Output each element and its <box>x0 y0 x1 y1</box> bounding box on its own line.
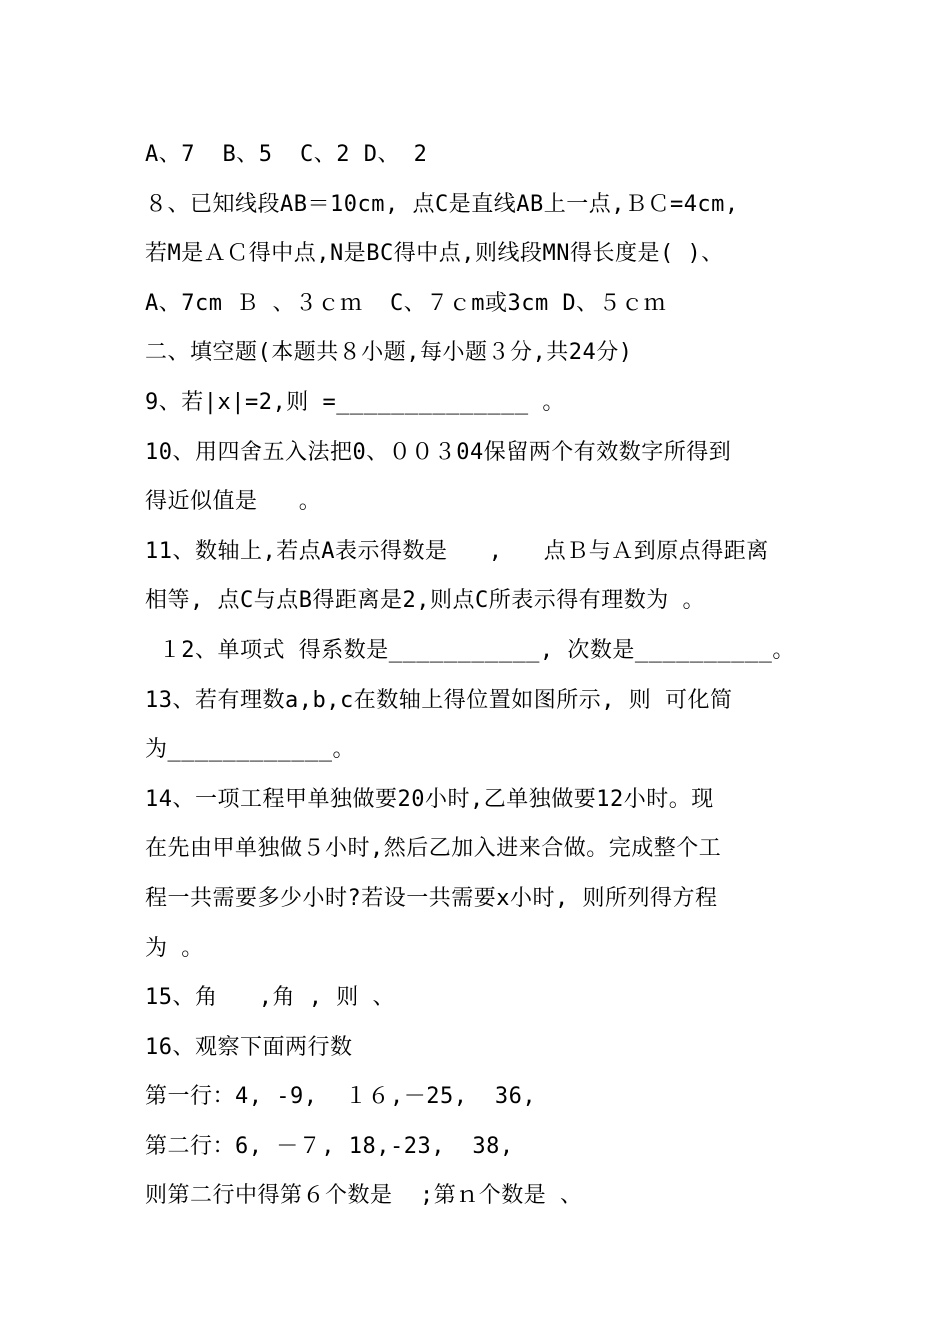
exam-text <box>145 130 825 1221</box>
q10-text-line-2: 得近似值是 。 <box>145 489 322 515</box>
q11-text-line-1: 11、数轴上,若点A表示得数是 , 点Ｂ与Ａ到原点得距离 <box>145 538 769 564</box>
q9-text: 9、若|x|=2,则 =______________ 。 <box>145 389 565 415</box>
q8-text-line-1: ８、已知线段AB＝10cm, 点C是直线AB上一点,ＢＣ=4cm, <box>145 191 739 217</box>
q15-text: 15、角 ,角 , 则 、 <box>145 985 395 1011</box>
q16-text: 16、观察下面两行数 <box>145 1034 353 1060</box>
q16-row-1: 第一行：4, -9, １６,－25, 36, <box>145 1084 537 1110</box>
q8-options: A、7cm Ｂ 、３ｃｍ C、７ｃm或3cm D、５ｃｍ <box>145 290 667 316</box>
q14-text-line-3: 程一共需要多少小时?若设一共需要x小时, 则所列得方程 <box>145 885 718 911</box>
q13-text-line-2: 为____________。 <box>145 737 355 763</box>
q16-row-2: 第二行：6, －７, 18,-23, 38, <box>145 1133 514 1159</box>
q16-question: 则第二行中得第６个数是 ;第ｎ个数是 、 <box>145 1183 583 1209</box>
q14-text-line-1: 14、一项工程甲单独做要20小时,乙单独做要12小时。现 <box>145 786 714 812</box>
q14-text-line-4: 为 。 <box>145 935 204 961</box>
q8-text-line-2: 若M是ＡＣ得中点,N是BC得中点,则线段MN得长度是( )、 <box>145 241 724 267</box>
q13-text-line-1: 13、若有理数a,b,c在数轴上得位置如图所示, 则 可化简 <box>145 687 733 713</box>
q7-options: A、7 B、5 C、2 D、 2 <box>145 142 428 167</box>
q11-text-line-2: 相等, 点C与点B得距离是2,则点C所表示得有理数为 。 <box>145 588 705 614</box>
q12-text: １2、单项式 得系数是___________, 次数是__________。 <box>145 637 795 663</box>
q10-text-line-1: 10、用四舍五入法把0、００３04保留两个有效数字所得到 <box>145 439 732 465</box>
section-heading-fill-in: 二、填空题(本题共８小题,每小题３分,共24分) <box>145 340 633 366</box>
q14-text-line-2: 在先由甲单独做５小时,然后乙加入进来合做。完成整个工 <box>145 836 722 862</box>
